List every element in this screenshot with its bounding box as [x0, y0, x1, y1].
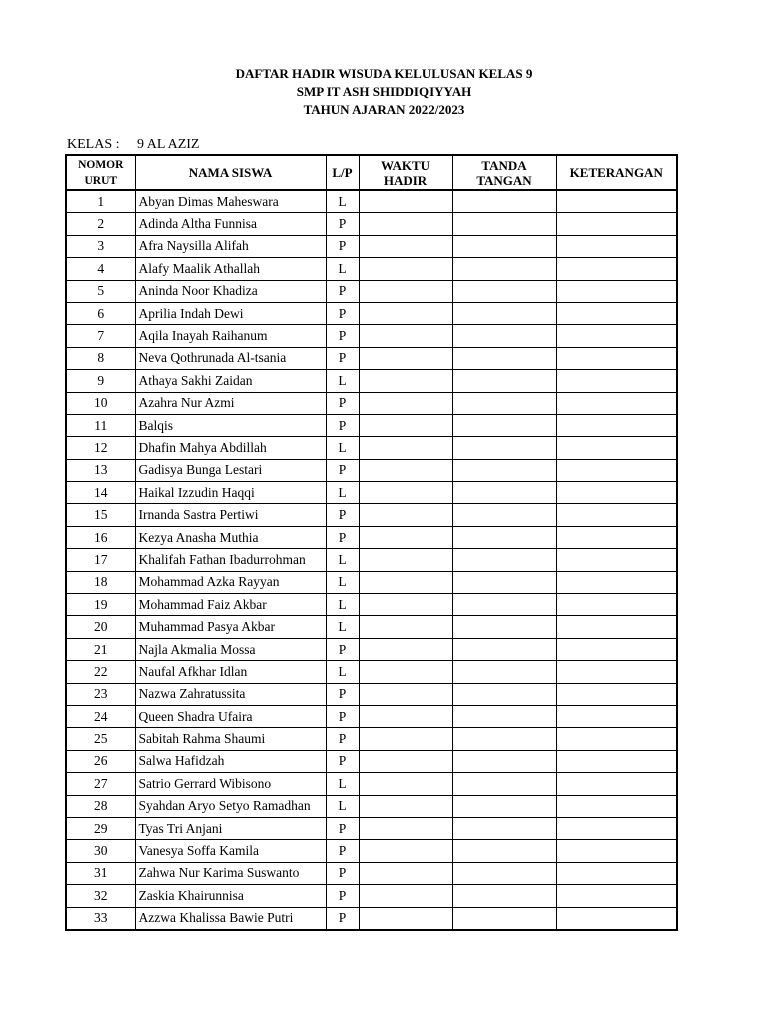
- notes-cell: [556, 683, 677, 705]
- table-row: [66, 235, 677, 257]
- gender: P: [326, 392, 359, 414]
- row-number: 7: [66, 325, 135, 347]
- gender: P: [326, 302, 359, 324]
- table-row: [66, 370, 677, 392]
- time-cell: [359, 213, 452, 235]
- col-header-waktu: [359, 155, 452, 190]
- signature-cell: [452, 392, 556, 414]
- signature-cell: [452, 571, 556, 593]
- signature-cell: [452, 347, 556, 369]
- signature-cell: [452, 616, 556, 638]
- gender: P: [326, 526, 359, 548]
- signature-cell: [452, 750, 556, 772]
- table-row: [66, 347, 677, 369]
- student-name: Mohammad Azka Rayyan: [135, 571, 326, 593]
- notes-cell: [556, 213, 677, 235]
- table-row: [66, 549, 677, 571]
- time-cell: [359, 258, 452, 280]
- signature-cell: [452, 773, 556, 795]
- signature-cell: [452, 235, 556, 257]
- table-row: [66, 750, 677, 772]
- gender: P: [326, 280, 359, 302]
- notes-cell: [556, 616, 677, 638]
- student-name: Aprilia Indah Dewi: [135, 302, 326, 324]
- row-number: 16: [66, 526, 135, 548]
- time-cell: [359, 302, 452, 324]
- table-row: [66, 817, 677, 839]
- notes-cell: [556, 347, 677, 369]
- gender: P: [326, 750, 359, 772]
- table-row: [66, 459, 677, 481]
- signature-cell: [452, 728, 556, 750]
- table-row: [66, 190, 677, 213]
- table-row: [66, 795, 677, 817]
- table-row: [66, 392, 677, 414]
- signature-cell: [452, 414, 556, 436]
- signature-cell: [452, 862, 556, 884]
- notes-cell: [556, 705, 677, 727]
- notes-cell: [556, 258, 677, 280]
- row-number: 13: [66, 459, 135, 481]
- col-header-tanda-line2: TANGAN: [476, 172, 532, 188]
- row-number: 24: [66, 705, 135, 727]
- time-cell: [359, 795, 452, 817]
- gender: P: [326, 325, 359, 347]
- signature-cell: [452, 504, 556, 526]
- signature-cell: [452, 705, 556, 727]
- table-row: [66, 638, 677, 660]
- student-name: Salwa Hafidzah: [135, 750, 326, 772]
- notes-cell: [556, 795, 677, 817]
- student-name: Zaskia Khairunnisa: [135, 885, 326, 907]
- gender: P: [326, 638, 359, 660]
- student-name: Mohammad Faiz Akbar: [135, 594, 326, 616]
- signature-cell: [452, 302, 556, 324]
- notes-cell: [556, 840, 677, 862]
- time-cell: [359, 862, 452, 884]
- notes-cell: [556, 459, 677, 481]
- row-number: 1: [66, 190, 135, 213]
- row-number: 17: [66, 549, 135, 571]
- table-row: [66, 616, 677, 638]
- gender: P: [326, 907, 359, 930]
- row-number: 22: [66, 661, 135, 683]
- notes-cell: [556, 728, 677, 750]
- student-name: Azzwa Khalissa Bawie Putri: [135, 907, 326, 930]
- table-row: [66, 258, 677, 280]
- notes-cell: [556, 325, 677, 347]
- student-name: Aninda Noor Khadiza: [135, 280, 326, 302]
- notes-cell: [556, 907, 677, 930]
- student-name: Neva Qothrunada Al-tsania: [135, 347, 326, 369]
- student-name: Nazwa Zahratussita: [135, 683, 326, 705]
- time-cell: [359, 817, 452, 839]
- time-cell: [359, 549, 452, 571]
- gender: P: [326, 347, 359, 369]
- gender: P: [326, 728, 359, 750]
- notes-cell: [556, 392, 677, 414]
- row-number: 32: [66, 885, 135, 907]
- time-cell: [359, 638, 452, 660]
- student-name: Vanesya Soffa Kamila: [135, 840, 326, 862]
- col-header-keterangan: KETERANGAN: [556, 155, 677, 190]
- table-row: [66, 907, 677, 930]
- row-number: 26: [66, 750, 135, 772]
- time-cell: [359, 190, 452, 213]
- row-number: 8: [66, 347, 135, 369]
- gender: L: [326, 437, 359, 459]
- student-name: Adinda Altha Funnisa: [135, 213, 326, 235]
- col-header-nomor-line1: NOMOR: [78, 158, 124, 171]
- notes-cell: [556, 661, 677, 683]
- signature-cell: [452, 817, 556, 839]
- table-row: [66, 885, 677, 907]
- gender: L: [326, 482, 359, 504]
- time-cell: [359, 325, 452, 347]
- signature-cell: [452, 258, 556, 280]
- gender: L: [326, 258, 359, 280]
- gender: L: [326, 571, 359, 593]
- signature-cell: [452, 840, 556, 862]
- student-name: Naufal Afkhar Idlan: [135, 661, 326, 683]
- row-number: 21: [66, 638, 135, 660]
- signature-cell: [452, 526, 556, 548]
- gender: L: [326, 370, 359, 392]
- class-label: KELAS :: [67, 137, 120, 152]
- school-name: SMP IT ASH SHIDDIQIYYAH: [296, 84, 472, 99]
- row-number: 27: [66, 773, 135, 795]
- gender: P: [326, 235, 359, 257]
- time-cell: [359, 728, 452, 750]
- table-row: [66, 504, 677, 526]
- signature-cell: [452, 213, 556, 235]
- notes-cell: [556, 370, 677, 392]
- time-cell: [359, 594, 452, 616]
- signature-cell: [452, 594, 556, 616]
- col-header-tanda: [452, 155, 556, 190]
- time-cell: [359, 571, 452, 593]
- table-row: [66, 213, 677, 235]
- row-number: 33: [66, 907, 135, 930]
- gender: P: [326, 705, 359, 727]
- time-cell: [359, 661, 452, 683]
- signature-cell: [452, 661, 556, 683]
- time-cell: [359, 459, 452, 481]
- notes-cell: [556, 280, 677, 302]
- row-number: 4: [66, 258, 135, 280]
- class-value: 9 AL AZIZ: [137, 137, 200, 152]
- row-number: 2: [66, 213, 135, 235]
- table-row: [66, 571, 677, 593]
- time-cell: [359, 616, 452, 638]
- row-number: 6: [66, 302, 135, 324]
- table-row: [66, 594, 677, 616]
- student-name: Afra Naysilla Alifah: [135, 235, 326, 257]
- signature-cell: [452, 325, 556, 347]
- attendance-table: [65, 154, 678, 931]
- row-number: 29: [66, 817, 135, 839]
- gender: P: [326, 414, 359, 436]
- student-name: Queen Shadra Ufaira: [135, 705, 326, 727]
- student-name: Haikal Izzudin Haqqi: [135, 482, 326, 504]
- time-cell: [359, 526, 452, 548]
- row-number: 3: [66, 235, 135, 257]
- time-cell: [359, 414, 452, 436]
- document-title: DAFTAR HADIR WISUDA KELULUSAN KELAS 9: [235, 66, 533, 81]
- gender: L: [326, 661, 359, 683]
- signature-cell: [452, 370, 556, 392]
- notes-cell: [556, 638, 677, 660]
- academic-year: TAHUN AJARAN 2022/2023: [303, 102, 465, 117]
- signature-cell: [452, 683, 556, 705]
- row-number: 28: [66, 795, 135, 817]
- student-name: Tyas Tri Anjani: [135, 817, 326, 839]
- student-name: Satrio Gerrard Wibisono: [135, 773, 326, 795]
- time-cell: [359, 705, 452, 727]
- table-header-row: [66, 155, 677, 190]
- student-name: Azahra Nur Azmi: [135, 392, 326, 414]
- col-header-tanda-line1: TANDA: [481, 157, 527, 173]
- student-name: Zahwa Nur Karima Suswanto: [135, 862, 326, 884]
- student-name: Khalifah Fathan Ibadurrohman: [135, 549, 326, 571]
- col-header-nomor: [66, 155, 135, 190]
- notes-cell: [556, 862, 677, 884]
- gender: P: [326, 862, 359, 884]
- row-number: 20: [66, 616, 135, 638]
- notes-cell: [556, 482, 677, 504]
- table-row: [66, 414, 677, 436]
- time-cell: [359, 840, 452, 862]
- signature-cell: [452, 638, 556, 660]
- notes-cell: [556, 504, 677, 526]
- student-name: Athaya Sakhi Zaidan: [135, 370, 326, 392]
- class-info: [67, 137, 200, 153]
- student-name: Irnanda Sastra Pertiwi: [135, 504, 326, 526]
- row-number: 11: [66, 414, 135, 436]
- notes-cell: [556, 750, 677, 772]
- gender: P: [326, 840, 359, 862]
- signature-cell: [452, 459, 556, 481]
- student-name: Abyan Dimas Maheswara: [135, 190, 326, 213]
- table-row: [66, 526, 677, 548]
- row-number: 25: [66, 728, 135, 750]
- notes-cell: [556, 594, 677, 616]
- gender: P: [326, 817, 359, 839]
- notes-cell: [556, 414, 677, 436]
- student-name: Dhafin Mahya Abdillah: [135, 437, 326, 459]
- table-row: [66, 325, 677, 347]
- time-cell: [359, 482, 452, 504]
- table-row: [66, 840, 677, 862]
- time-cell: [359, 504, 452, 526]
- row-number: 19: [66, 594, 135, 616]
- gender: L: [326, 549, 359, 571]
- table-row: [66, 661, 677, 683]
- table-body: [66, 190, 677, 930]
- signature-cell: [452, 437, 556, 459]
- row-number: 15: [66, 504, 135, 526]
- student-name: Muhammad Pasya Akbar: [135, 616, 326, 638]
- table-row: [66, 280, 677, 302]
- row-number: 18: [66, 571, 135, 593]
- notes-cell: [556, 549, 677, 571]
- student-name: Sabitah Rahma Shaumi: [135, 728, 326, 750]
- gender: P: [326, 504, 359, 526]
- time-cell: [359, 280, 452, 302]
- gender: P: [326, 459, 359, 481]
- row-number: 14: [66, 482, 135, 504]
- signature-cell: [452, 190, 556, 213]
- time-cell: [359, 347, 452, 369]
- table-row: [66, 683, 677, 705]
- signature-cell: [452, 482, 556, 504]
- row-number: 31: [66, 862, 135, 884]
- gender: P: [326, 885, 359, 907]
- row-number: 30: [66, 840, 135, 862]
- gender: L: [326, 795, 359, 817]
- notes-cell: [556, 235, 677, 257]
- student-name: Kezya Anasha Muthia: [135, 526, 326, 548]
- notes-cell: [556, 571, 677, 593]
- notes-cell: [556, 437, 677, 459]
- row-number: 9: [66, 370, 135, 392]
- notes-cell: [556, 885, 677, 907]
- student-name: Syahdan Aryo Setyo Ramadhan: [135, 795, 326, 817]
- row-number: 12: [66, 437, 135, 459]
- time-cell: [359, 370, 452, 392]
- notes-cell: [556, 526, 677, 548]
- notes-cell: [556, 773, 677, 795]
- student-name: Najla Akmalia Mossa: [135, 638, 326, 660]
- student-name: Gadisya Bunga Lestari: [135, 459, 326, 481]
- gender: P: [326, 213, 359, 235]
- table-row: [66, 302, 677, 324]
- student-name: Aqila Inayah Raihanum: [135, 325, 326, 347]
- col-header-waktu-line2: HADIR: [383, 172, 428, 188]
- table-row: [66, 728, 677, 750]
- time-cell: [359, 907, 452, 930]
- row-number: 10: [66, 392, 135, 414]
- time-cell: [359, 885, 452, 907]
- time-cell: [359, 683, 452, 705]
- notes-cell: [556, 302, 677, 324]
- table-row: [66, 437, 677, 459]
- time-cell: [359, 437, 452, 459]
- table-row: [66, 862, 677, 884]
- table-row: [66, 482, 677, 504]
- gender: L: [326, 773, 359, 795]
- notes-cell: [556, 817, 677, 839]
- col-header-nomor-line2: URUT: [84, 174, 118, 187]
- col-header-waktu-line1: WAKTU: [380, 157, 431, 173]
- time-cell: [359, 750, 452, 772]
- time-cell: [359, 392, 452, 414]
- signature-cell: [452, 280, 556, 302]
- notes-cell: [556, 190, 677, 213]
- row-number: 23: [66, 683, 135, 705]
- signature-cell: [452, 795, 556, 817]
- student-name: Alafy Maalik Athallah: [135, 258, 326, 280]
- signature-cell: [452, 549, 556, 571]
- gender: L: [326, 616, 359, 638]
- gender: L: [326, 190, 359, 213]
- col-header-nama: NAMA SISWA: [135, 155, 326, 190]
- col-header-lp: L/P: [326, 155, 359, 190]
- time-cell: [359, 773, 452, 795]
- student-name: Balqis: [135, 414, 326, 436]
- row-number: 5: [66, 280, 135, 302]
- table-row: [66, 773, 677, 795]
- gender: L: [326, 594, 359, 616]
- table-row: [66, 705, 677, 727]
- signature-cell: [452, 885, 556, 907]
- signature-cell: [452, 907, 556, 930]
- time-cell: [359, 235, 452, 257]
- gender: P: [326, 683, 359, 705]
